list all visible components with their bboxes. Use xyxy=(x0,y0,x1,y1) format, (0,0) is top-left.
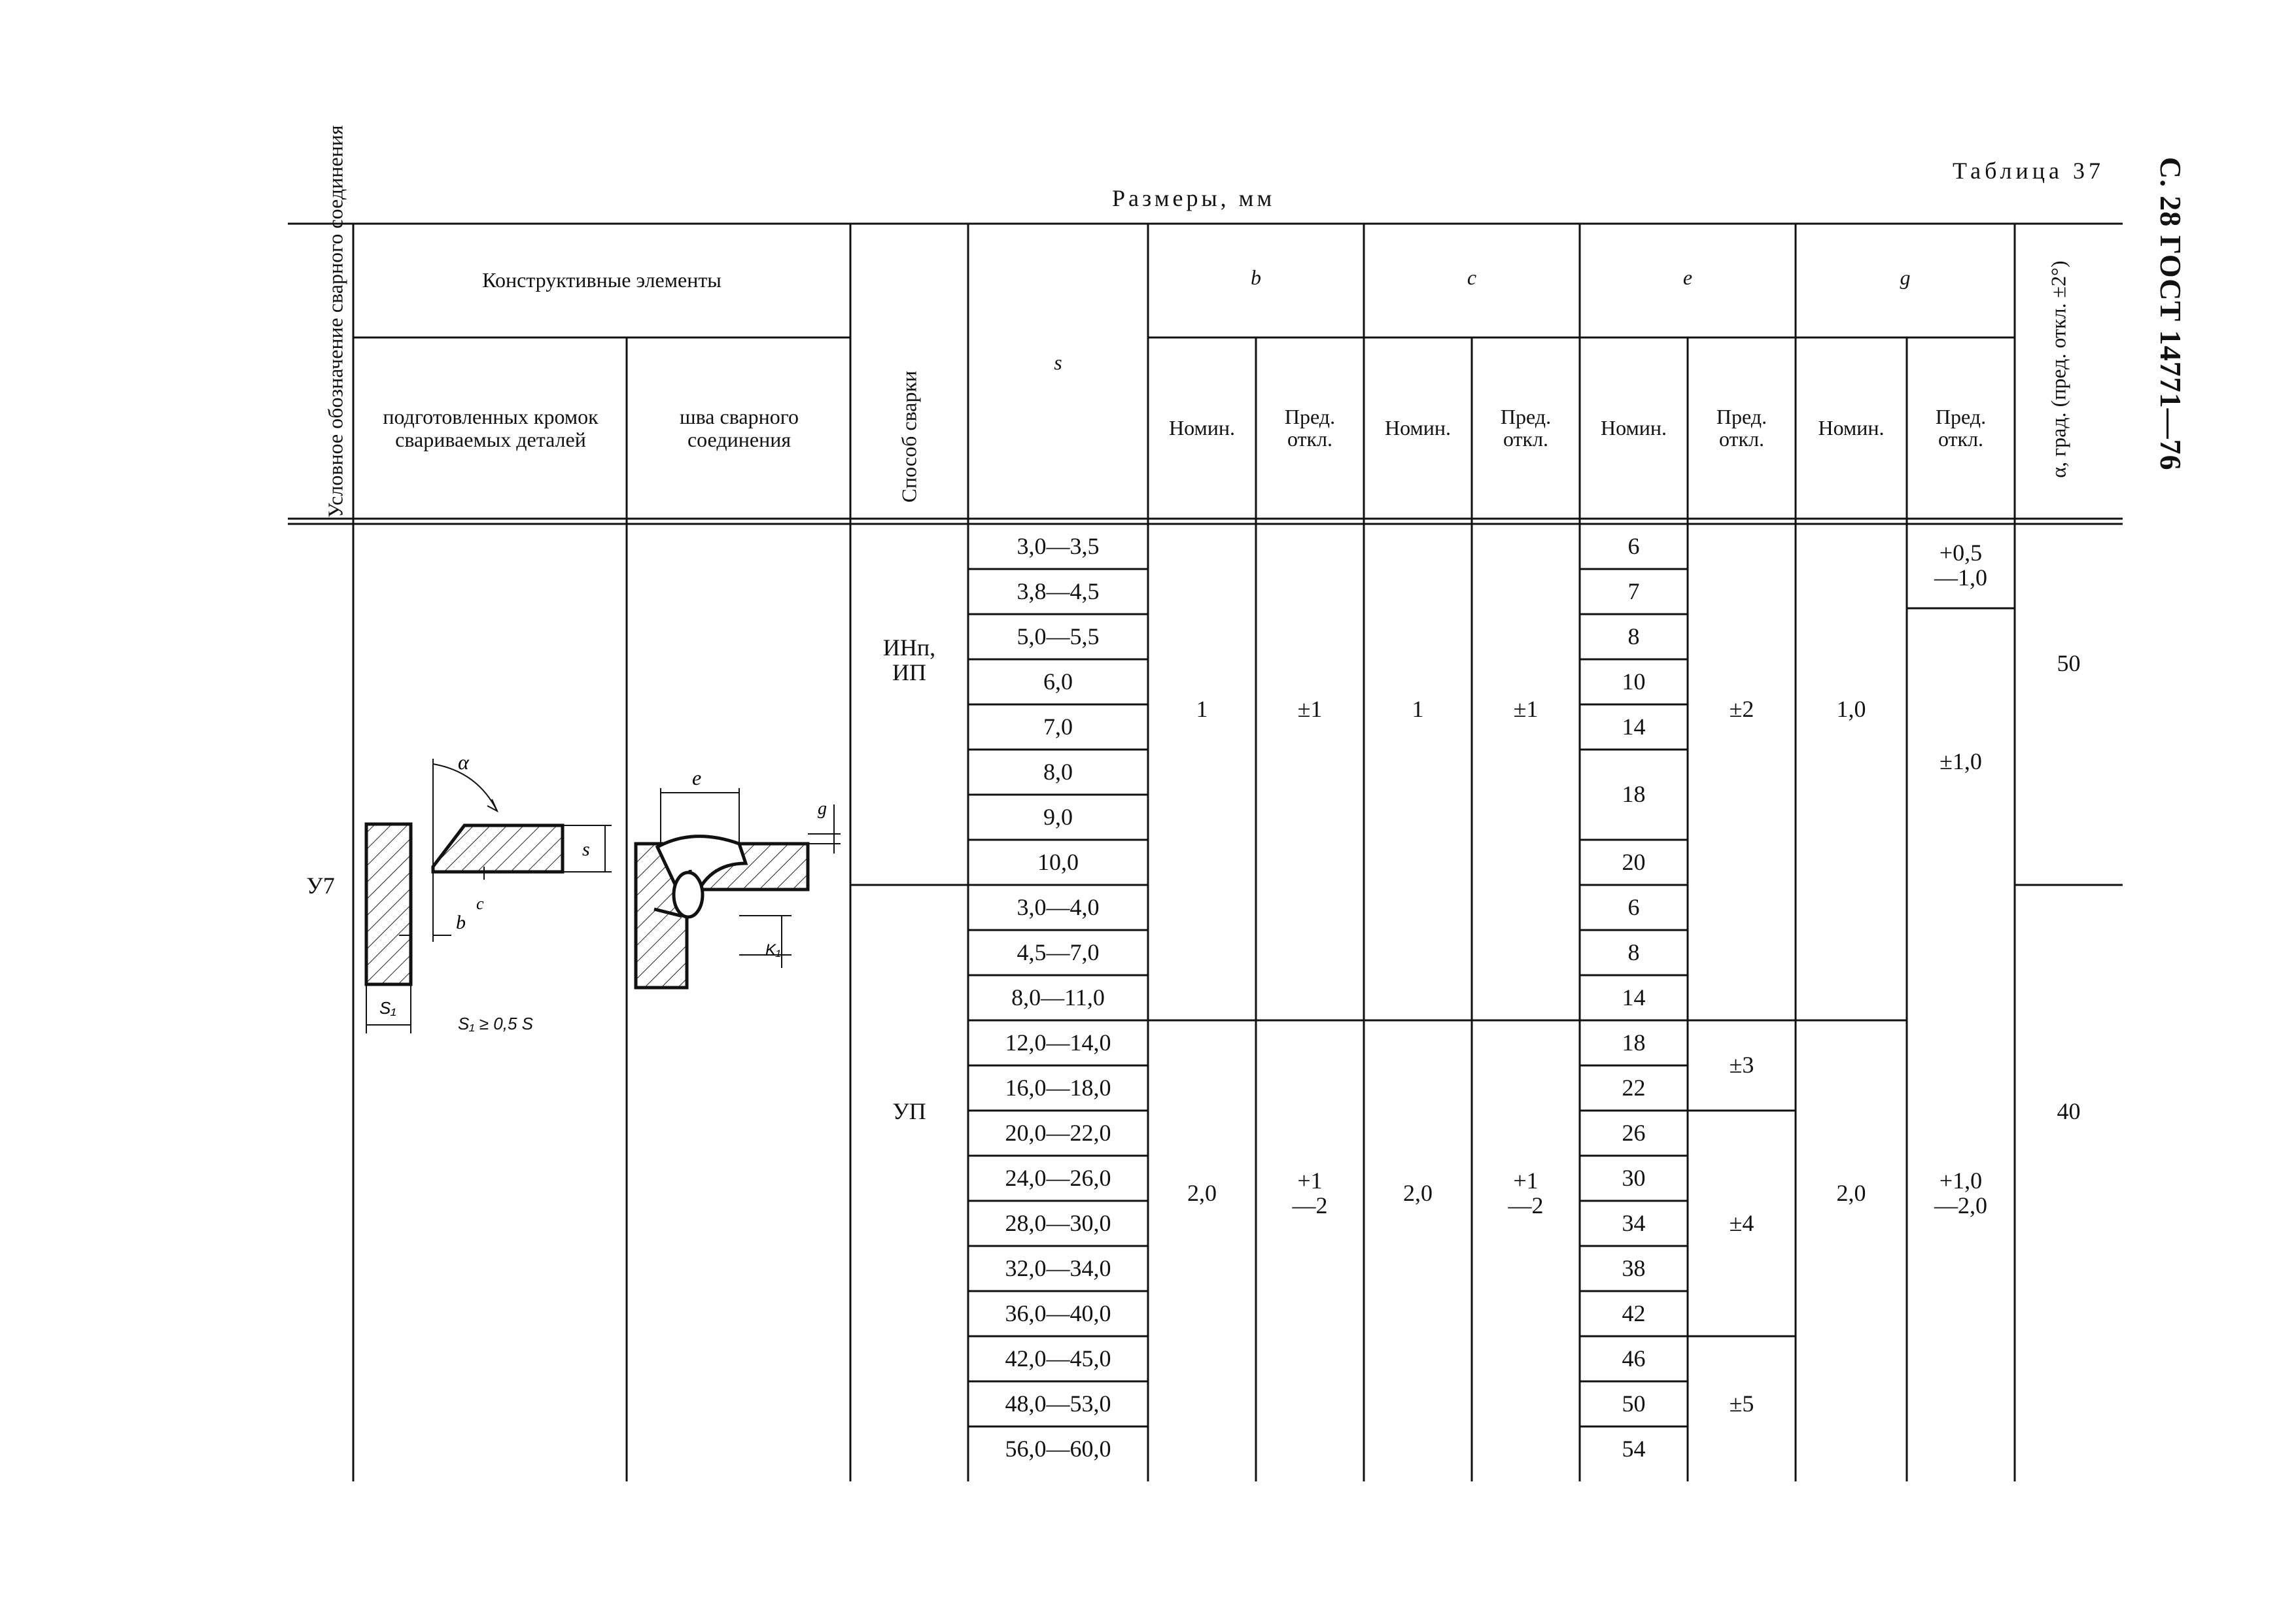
sketch-note: S₁ ≥ 0,5 S xyxy=(458,1014,533,1033)
s-value-cell: 10,0 xyxy=(1037,848,1079,875)
e-nominal-cell: 6 xyxy=(1627,532,1640,559)
tol-value: —2 xyxy=(1292,1192,1328,1218)
s-value-cell: 32,0—34,0 xyxy=(1005,1254,1111,1281)
b-tol-2 xyxy=(1256,1158,1364,1230)
b-nom-2: 2,0 xyxy=(1187,1180,1217,1207)
e-nominal-cell: 18 xyxy=(1622,781,1646,808)
header-b-tol xyxy=(1256,399,1364,458)
e-nominal-cell: 8 xyxy=(1627,939,1640,965)
sketch-label-g: g xyxy=(818,799,827,819)
sketch-label-alpha: α xyxy=(458,750,469,774)
s-value-cell: 5,0—5,5 xyxy=(1017,623,1100,649)
header-designation: Условное обозначение сварного соединения xyxy=(323,125,347,518)
prepared-edges-sketch xyxy=(357,746,618,1046)
s-value-cell: 42,0—45,0 xyxy=(1005,1345,1111,1372)
e-tol-2: ±3 xyxy=(1729,1052,1754,1079)
e-nominal-cell: 22 xyxy=(1622,1074,1646,1101)
tol-line: Пред. xyxy=(1500,405,1552,429)
tol-line: Пред. xyxy=(1935,405,1987,429)
tol-line: откл. xyxy=(1938,427,1984,451)
alpha-1: 50 xyxy=(2057,650,2081,677)
e-nominal-cell: 14 xyxy=(1622,713,1646,740)
header-alpha: α, град. (пред. откл. ±2°) xyxy=(2046,260,2070,478)
header-c: c xyxy=(1467,266,1477,290)
e-nominal-cell: 20 xyxy=(1622,848,1646,875)
tol-value: +1 xyxy=(1513,1167,1539,1194)
header-b: b xyxy=(1251,266,1261,290)
e-nominal-cell: 7 xyxy=(1627,578,1640,604)
b-tol-1: ±1 xyxy=(1297,696,1323,723)
e-nominal-cell: 14 xyxy=(1622,984,1646,1011)
s-value-cell: 12,0—14,0 xyxy=(1005,1029,1111,1056)
s-value-cell: 7,0 xyxy=(1043,713,1073,740)
g-tol-2: ±1,0 xyxy=(1939,748,1982,775)
tol-line: откл. xyxy=(1287,427,1333,451)
tol-line: Пред. xyxy=(1716,405,1767,429)
e-nominal-cell: 54 xyxy=(1622,1435,1646,1462)
e-nominal-cell: 30 xyxy=(1622,1164,1646,1191)
s-value-cell: 3,0—3,5 xyxy=(1017,532,1100,559)
header-constructive: Конструктивные элементы xyxy=(482,268,722,292)
method-line: ИНп, xyxy=(882,634,936,661)
designation-value: У7 xyxy=(306,872,335,899)
s-value-cell: 24,0—26,0 xyxy=(1005,1164,1111,1191)
s-value-cell: 48,0—53,0 xyxy=(1005,1390,1111,1417)
tol-value: +1,0 xyxy=(1939,1167,1983,1194)
header-g: g xyxy=(1900,266,1911,290)
e-tol-1: ±2 xyxy=(1729,696,1754,723)
tol-line: Пред. xyxy=(1284,405,1336,429)
header-g-tol xyxy=(1907,399,2015,458)
weld-seam-sketch xyxy=(628,746,847,994)
c-tol-2 xyxy=(1472,1158,1580,1230)
tol-line: откл. xyxy=(1503,427,1549,451)
tol-value: +0,5 xyxy=(1939,540,1983,566)
sketch-label-b: b xyxy=(456,912,466,933)
e-nominal-cell: 38 xyxy=(1622,1254,1646,1281)
c-tol-1: ±1 xyxy=(1513,696,1539,723)
running-title-text: С. 28 ГОСТ 14771—76 xyxy=(2154,157,2187,471)
method-line: ИП xyxy=(892,659,926,685)
e-nominal-cell: 10 xyxy=(1622,668,1646,695)
header-g-nom: Номин. xyxy=(1818,416,1885,440)
g-nom-2: 2,0 xyxy=(1836,1180,1866,1207)
c-nom-1: 1 xyxy=(1412,696,1424,723)
c-nom-2: 2,0 xyxy=(1403,1180,1433,1207)
e-nominal-cell: 34 xyxy=(1622,1209,1646,1236)
alpha-2: 40 xyxy=(2057,1098,2081,1125)
tol-value: —2 xyxy=(1508,1192,1544,1218)
s-value-cell: 6,0 xyxy=(1043,668,1073,695)
header-e-tol xyxy=(1688,399,1796,458)
dimensions-note: Размеры, мм xyxy=(1112,185,1276,211)
g-tol-3 xyxy=(1907,1158,2015,1230)
s-value-cell: 20,0—22,0 xyxy=(1005,1119,1111,1146)
s-value-cell: 3,8—4,5 xyxy=(1017,578,1100,604)
sketch-label-e: e xyxy=(692,766,702,789)
header-weld-seam: шва сварного соединения xyxy=(679,405,799,451)
e-nominal-cell: 50 xyxy=(1622,1390,1646,1417)
header-method: Способ сварки xyxy=(897,370,921,503)
e-nominal-cell: 18 xyxy=(1622,1029,1646,1056)
tol-value: —1,0 xyxy=(1934,564,1987,591)
header-prepared-edges: подготовленных кромок свариваемых деталей xyxy=(383,405,599,451)
header-c-tol xyxy=(1472,399,1580,458)
sketch-label-k1: K₁ xyxy=(765,941,781,959)
sketch-label-c: c xyxy=(476,894,484,913)
s-value-cell: 56,0—60,0 xyxy=(1005,1435,1111,1462)
e-nominal-cell: 46 xyxy=(1622,1345,1646,1372)
b-nom-1: 1 xyxy=(1196,696,1208,723)
s-value-cell: 4,5—7,0 xyxy=(1017,939,1100,965)
e-nominal-cell: 26 xyxy=(1622,1119,1646,1146)
s-value-cell: 3,0—4,0 xyxy=(1017,893,1100,920)
tol-value: —2,0 xyxy=(1934,1192,1987,1218)
header-e: e xyxy=(1682,266,1693,290)
s-value-cell: 8,0—11,0 xyxy=(1011,984,1105,1011)
method-inp xyxy=(850,628,968,693)
header-e-nom: Номин. xyxy=(1601,416,1667,440)
e-tol-3: ±4 xyxy=(1729,1210,1754,1237)
s-value-cell: 28,0—30,0 xyxy=(1005,1209,1111,1236)
sketch-label-s1: S₁ xyxy=(379,998,396,1018)
s-value-cell: 16,0—18,0 xyxy=(1005,1074,1111,1101)
tol-line: откл. xyxy=(1718,427,1765,451)
tol-value: +1 xyxy=(1297,1167,1323,1194)
e-nominal-cell: 42 xyxy=(1622,1300,1646,1326)
s-value-cell: 36,0—40,0 xyxy=(1005,1300,1111,1326)
header-c-nom: Номин. xyxy=(1385,416,1451,440)
table-caption: Таблица 37 xyxy=(1953,158,2104,184)
e-nominal-cell: 6 xyxy=(1627,893,1640,920)
e-nominal-cell: 8 xyxy=(1627,623,1640,649)
header-b-nom: Номин. xyxy=(1169,416,1235,440)
e-tol-4: ±5 xyxy=(1729,1391,1754,1417)
s-value-cell: 8,0 xyxy=(1043,758,1073,785)
sketch-label-s: s xyxy=(582,838,590,860)
s-value-cell: 9,0 xyxy=(1043,803,1073,830)
method-up: УП xyxy=(892,1098,926,1125)
g-tol-1 xyxy=(1907,530,2015,602)
g-nom-1: 1,0 xyxy=(1836,696,1866,723)
header-s: s xyxy=(1054,351,1062,375)
